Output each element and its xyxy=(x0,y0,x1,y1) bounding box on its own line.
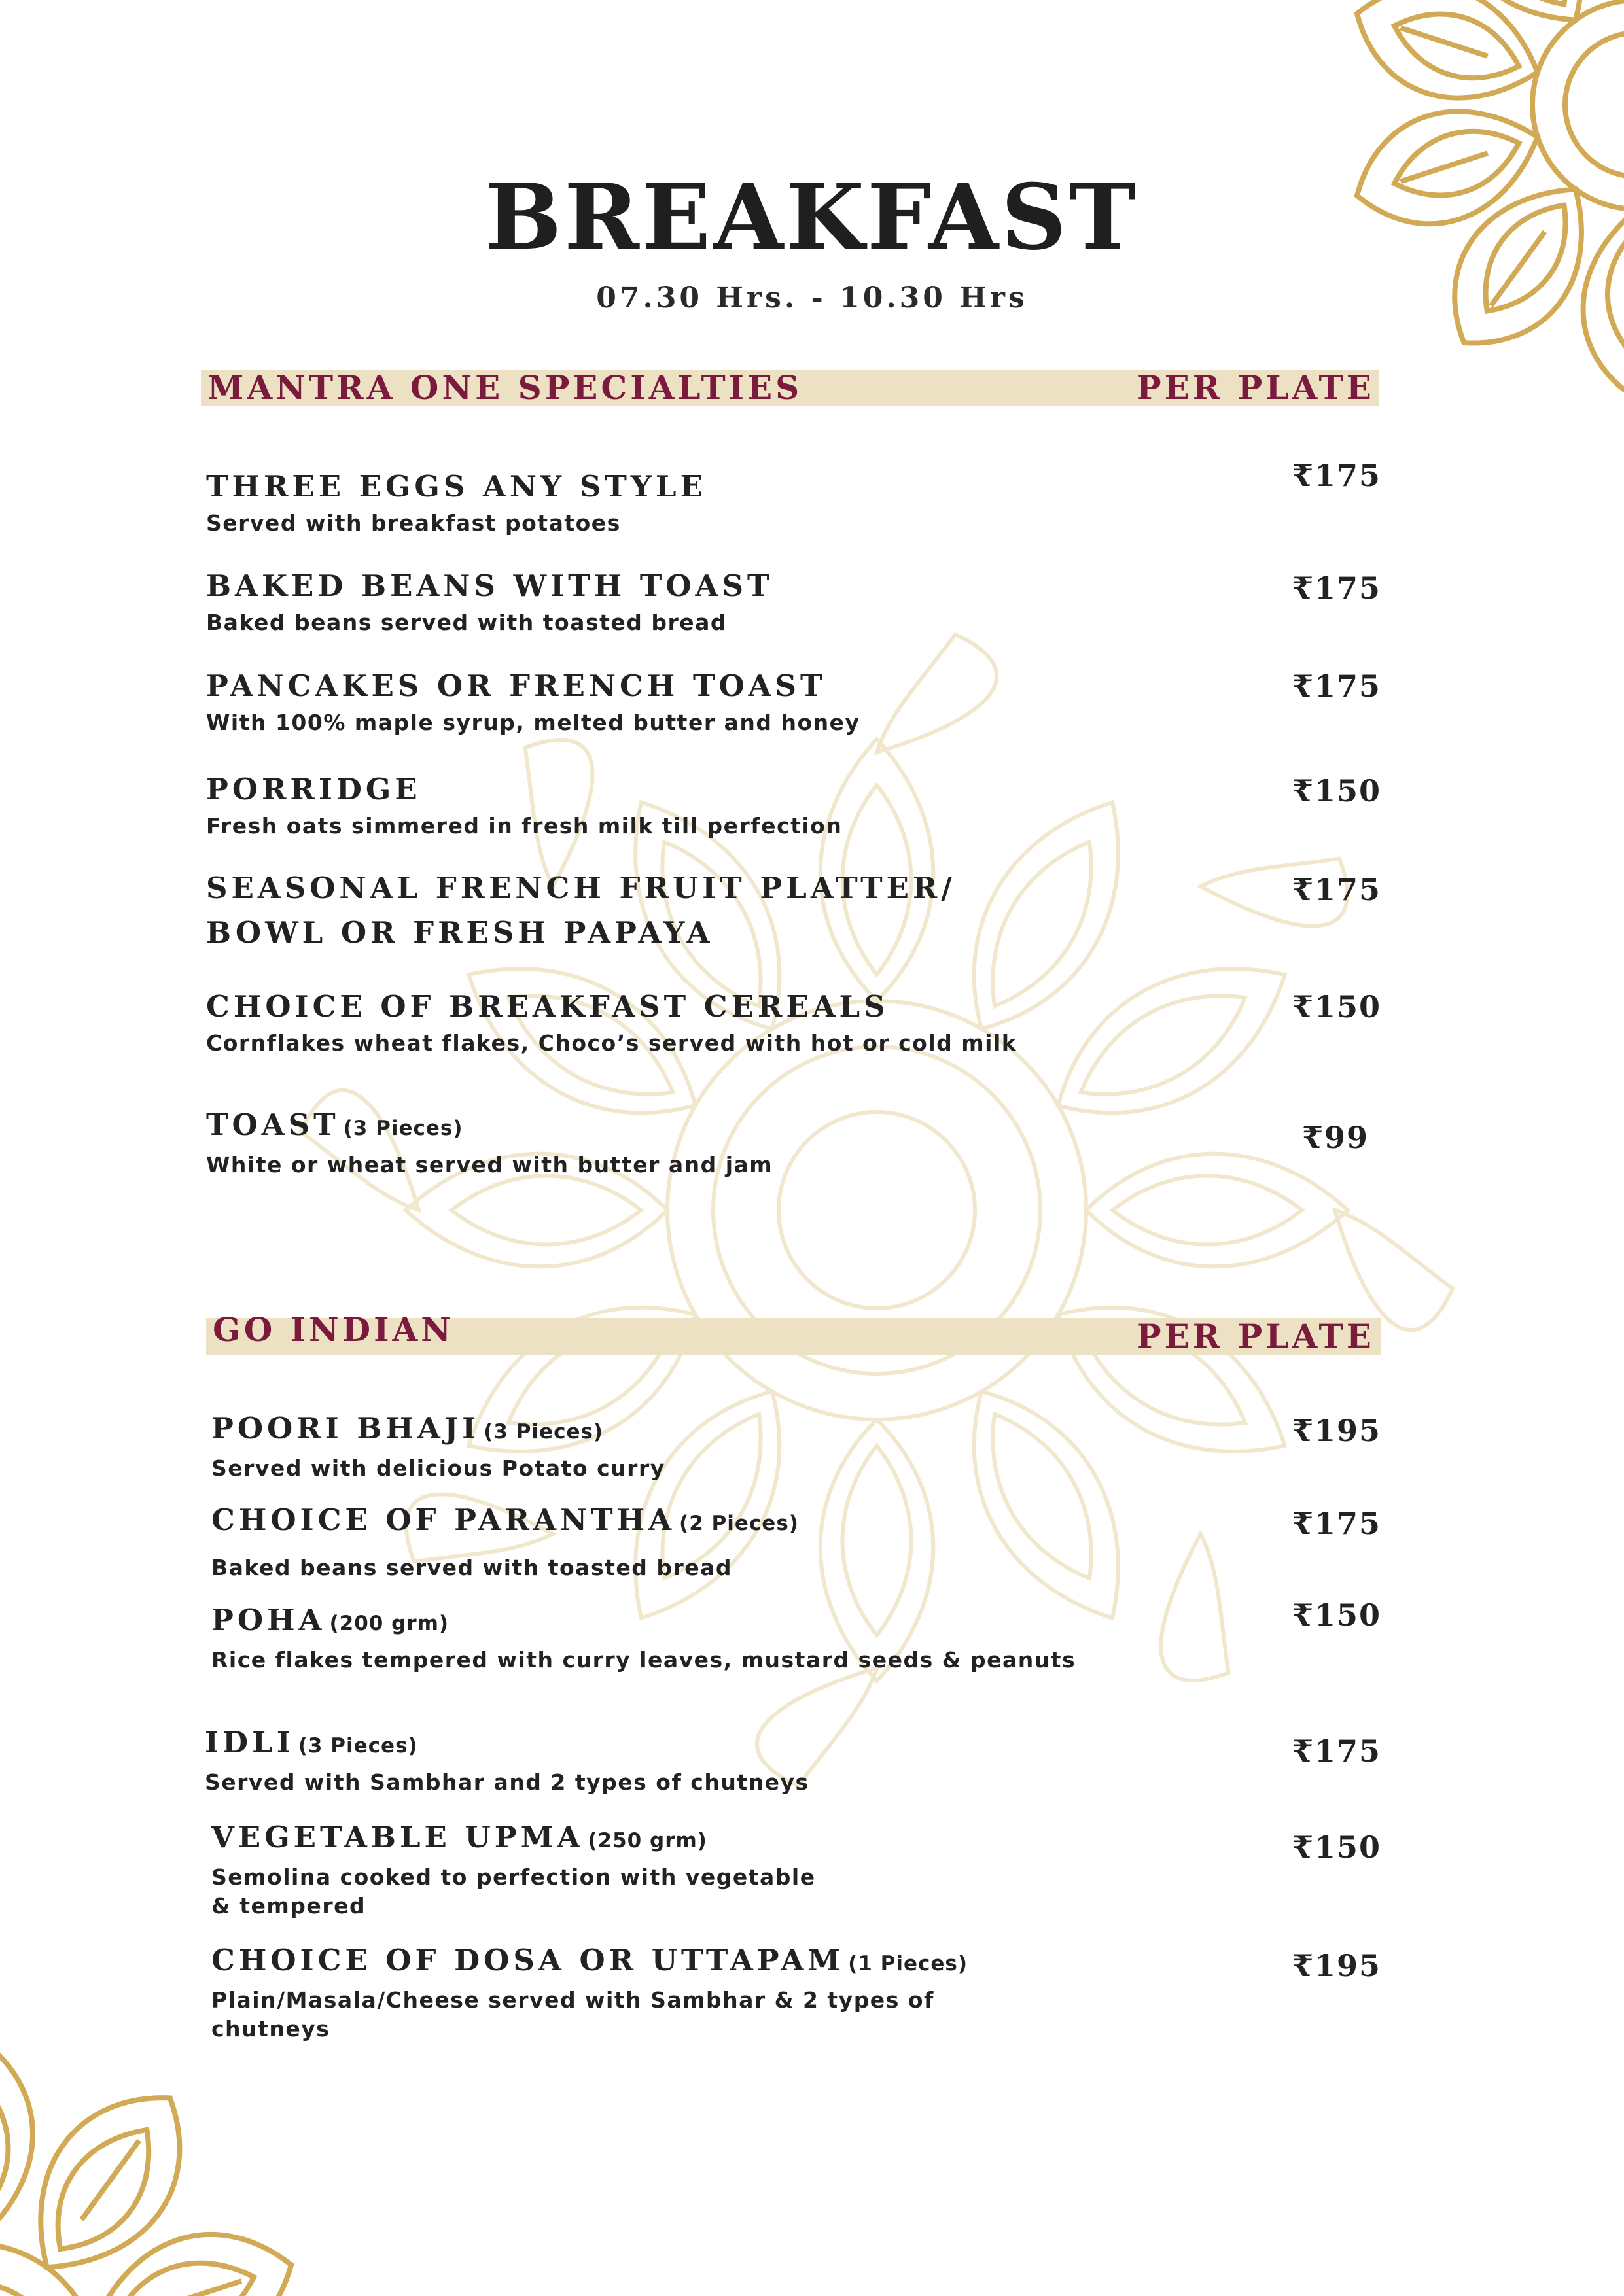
item-name: POORI BHAJI xyxy=(211,1411,480,1446)
menu-item xyxy=(211,1598,1088,1675)
item-name: CHOICE OF PARANTHA xyxy=(211,1503,676,1537)
item-description: Baked beans served with toasted bread xyxy=(211,1555,733,1580)
item-price: ₹150 xyxy=(1292,989,1382,1024)
item-description: Fresh oats simmered in fresh milk till perfection xyxy=(206,813,843,839)
service-hours: 07.30 Hrs. - 10.30 Hrs xyxy=(596,281,1028,315)
item-description: Baked beans served with toasted bread xyxy=(206,610,728,635)
item-name: SEASONAL FRENCH FRUIT PLATTER/ xyxy=(206,871,956,905)
menu-item xyxy=(206,866,956,955)
menu-item xyxy=(211,1938,970,2044)
item-name: PANCAKES OR FRENCH TOAST xyxy=(206,669,826,703)
item-price: ₹150 xyxy=(1292,1830,1382,1865)
page-title: BREAKFAST xyxy=(485,164,1139,270)
item-description: Plain/Masala/Cheese served with Sambhar & 2 types of chutneys xyxy=(211,1987,934,2042)
menu-item xyxy=(211,1815,839,1921)
item-description: Cornflakes wheat flakes, Choco’s served with hot or cold milk xyxy=(206,1030,1017,1056)
item-name: POHA xyxy=(211,1603,326,1637)
item-quantity: (200 grm) xyxy=(329,1612,450,1635)
section-title-specialties: MANTRA ONE SPECIALTIES xyxy=(207,368,803,407)
menu-item xyxy=(211,1406,1088,1483)
item-price: ₹175 xyxy=(1292,458,1382,493)
section-price-header: PER PLATE xyxy=(1137,1317,1375,1355)
item-price: ₹175 xyxy=(1292,1733,1382,1769)
menu-item xyxy=(206,1103,1083,1179)
item-quantity: (2 Pieces) xyxy=(679,1512,799,1535)
item-price: ₹99 xyxy=(1302,1120,1369,1155)
item-name: PORRIDGE xyxy=(206,772,421,807)
gold-mandala-bottom-left xyxy=(0,2002,393,2296)
menu-item xyxy=(206,984,1083,1058)
item-price: ₹175 xyxy=(1292,669,1382,704)
item-name: TOAST xyxy=(206,1107,340,1142)
item-quantity: (1 Pieces) xyxy=(848,1952,968,1975)
section-title-go-indian: GO INDIAN xyxy=(213,1310,454,1349)
item-price: ₹175 xyxy=(1292,872,1382,907)
item-quantity: (3 Pieces) xyxy=(298,1734,418,1758)
item-name: CHOICE OF DOSA OR UTTAPAM xyxy=(211,1943,845,1977)
section-price-header: PER PLATE xyxy=(1137,368,1375,407)
item-quantity: (250 grm) xyxy=(588,1829,707,1852)
item-name: VEGETABLE UPMA xyxy=(211,1820,584,1854)
item-description: Semolina cooked to perfection with vegetable & tempered xyxy=(211,1864,816,1919)
item-price: ₹175 xyxy=(1292,570,1382,606)
item-quantity: (3 Pieces) xyxy=(484,1420,604,1444)
item-price: ₹195 xyxy=(1292,1413,1382,1448)
item-description: Rice flakes tempered with curry leaves, mustard seeds & peanuts xyxy=(211,1647,1076,1673)
menu-item xyxy=(206,767,1083,841)
menu-item xyxy=(206,564,1083,637)
item-description: Served with delicious Potato curry xyxy=(211,1455,665,1481)
item-description: Served with breakfast potatoes xyxy=(206,510,621,536)
item-name: IDLI xyxy=(205,1725,294,1760)
item-price: ₹195 xyxy=(1292,1948,1382,1983)
menu-item xyxy=(206,464,1083,538)
item-description: White or wheat served with butter and jam xyxy=(206,1152,773,1177)
item-name-line-2: BOWL OR FRESH PAPAYA xyxy=(206,915,714,950)
menu-item xyxy=(205,1720,1082,1797)
item-name: CHOICE OF BREAKFAST CEREALS xyxy=(206,989,889,1024)
item-name: THREE EGGS ANY STYLE xyxy=(206,469,707,504)
item-price: ₹175 xyxy=(1292,1506,1382,1541)
item-name: BAKED BEANS WITH TOAST xyxy=(206,568,773,603)
item-price: ₹150 xyxy=(1292,773,1382,809)
item-price: ₹150 xyxy=(1292,1597,1382,1633)
item-quantity: (3 Pieces) xyxy=(343,1117,463,1140)
menu-item xyxy=(211,1498,1088,1582)
item-description: Served with Sambhar and 2 types of chutneys xyxy=(205,1769,809,1795)
item-description: With 100% maple syrup, melted butter and honey xyxy=(206,710,860,735)
menu-item xyxy=(206,664,1083,737)
